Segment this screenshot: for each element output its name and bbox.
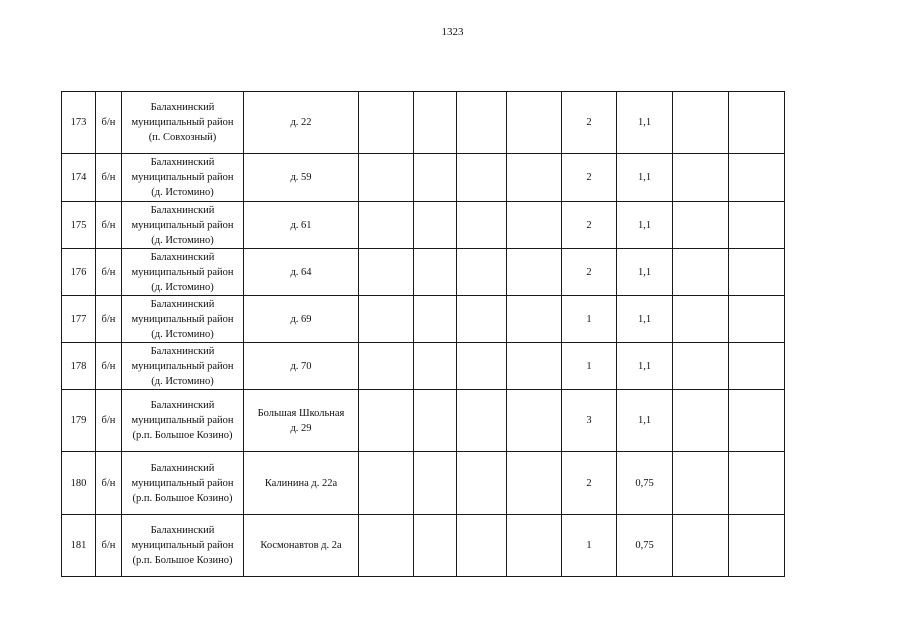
empty-cell <box>457 296 507 343</box>
address-cell <box>244 343 359 390</box>
empty-cell <box>729 343 785 390</box>
address-cell <box>244 202 359 249</box>
empty-cell <box>507 343 562 390</box>
table-row <box>62 249 785 296</box>
empty-cell <box>729 202 785 249</box>
district-line: муниципальный район <box>131 117 234 128</box>
address-line: д. 59 <box>290 172 312 183</box>
table-row <box>62 452 785 515</box>
empty-cell <box>414 343 457 390</box>
district-line: Балахнинский <box>150 462 215 474</box>
empty-cell <box>414 515 457 577</box>
district-line: муниципальный район <box>131 477 234 489</box>
district-cell <box>122 515 244 577</box>
address-line: Калинина д. 22а <box>264 477 338 489</box>
count-cell: 1 <box>562 343 617 390</box>
district-line: (р.п. Большое Козино) <box>132 430 233 441</box>
empty-cell <box>457 249 507 296</box>
mark-cell: б/н <box>96 452 122 515</box>
empty-cell <box>729 154 785 202</box>
empty-cell <box>673 343 729 390</box>
address-cell <box>244 249 359 296</box>
mark-cell: б/н <box>96 296 122 343</box>
address-line: д. 70 <box>290 360 312 372</box>
district-line: (д. Истомино) <box>151 187 214 198</box>
empty-cell <box>507 154 562 202</box>
row-number-cell: 173 <box>62 92 96 154</box>
empty-cell <box>414 296 457 343</box>
mark-cell: б/н <box>96 154 122 202</box>
empty-cell <box>673 515 729 577</box>
district-cell <box>122 249 244 296</box>
district-line: муниципальный район <box>131 540 234 551</box>
address-line: д. 22 <box>290 117 312 128</box>
count-cell: 2 <box>562 92 617 154</box>
register-table <box>61 91 785 577</box>
value-cell: 0,75 <box>617 515 673 577</box>
empty-cell <box>414 92 457 154</box>
empty-cell <box>507 515 562 577</box>
district-cell <box>122 92 244 154</box>
empty-cell <box>359 202 414 249</box>
empty-cell <box>457 154 507 202</box>
district-line: Балахнинский <box>150 251 215 263</box>
empty-cell <box>359 390 414 452</box>
empty-cell <box>457 452 507 515</box>
empty-cell <box>507 452 562 515</box>
empty-cell <box>507 92 562 154</box>
empty-cell <box>729 296 785 343</box>
empty-cell <box>359 249 414 296</box>
address-line: Космонавтов д. 2а <box>260 540 342 551</box>
empty-cell <box>507 296 562 343</box>
value-cell: 1,1 <box>617 296 673 343</box>
empty-cell <box>729 249 785 296</box>
district-line: муниципальный район <box>131 360 234 372</box>
table-row <box>62 296 785 343</box>
empty-cell <box>457 92 507 154</box>
empty-cell <box>729 452 785 515</box>
district-line: (д. Истомино) <box>151 281 214 293</box>
empty-cell <box>673 296 729 343</box>
empty-cell <box>414 452 457 515</box>
empty-cell <box>673 390 729 452</box>
district-cell <box>122 390 244 452</box>
district-line: Балахнинский <box>150 400 215 411</box>
address-cell <box>244 296 359 343</box>
empty-cell <box>414 390 457 452</box>
address-line: Большая Школьная <box>257 407 345 419</box>
value-cell: 1,1 <box>617 154 673 202</box>
row-number-cell: 176 <box>62 249 96 296</box>
count-cell: 1 <box>562 515 617 577</box>
empty-cell <box>414 202 457 249</box>
value-cell: 1,1 <box>617 390 673 452</box>
table-row <box>62 390 785 452</box>
count-cell: 1 <box>562 296 617 343</box>
empty-cell <box>359 92 414 154</box>
address-cell <box>244 390 359 452</box>
empty-cell <box>673 202 729 249</box>
value-cell: 1,1 <box>617 92 673 154</box>
empty-cell <box>359 296 414 343</box>
district-line: (д. Истомино) <box>151 375 214 387</box>
empty-cell <box>359 343 414 390</box>
empty-cell <box>673 92 729 154</box>
district-cell <box>122 202 244 249</box>
row-number-cell: 174 <box>62 154 96 202</box>
value-cell: 1,1 <box>617 202 673 249</box>
district-line: муниципальный район <box>131 313 234 325</box>
count-cell: 3 <box>562 390 617 452</box>
count-cell: 2 <box>562 154 617 202</box>
district-cell <box>122 154 244 202</box>
value-cell: 1,1 <box>617 249 673 296</box>
empty-cell <box>457 390 507 452</box>
empty-cell <box>673 154 729 202</box>
mark-cell: б/н <box>96 249 122 296</box>
empty-cell <box>507 390 562 452</box>
district-line: муниципальный район <box>131 266 234 278</box>
address-line: д. 61 <box>290 219 312 231</box>
address-line: д. 69 <box>290 313 312 325</box>
district-line: Балахнинский <box>150 157 215 168</box>
address-line: д. 64 <box>290 266 312 278</box>
district-line: (п. Совхозный) <box>148 132 217 143</box>
district-line: Балахнинский <box>150 345 215 357</box>
page-number: 1323 <box>441 26 464 38</box>
district-cell <box>122 452 244 515</box>
row-number-cell: 181 <box>62 515 96 577</box>
mark-cell: б/н <box>96 515 122 577</box>
district-line: муниципальный район <box>131 219 234 231</box>
table-row <box>62 515 785 577</box>
empty-cell <box>729 92 785 154</box>
empty-cell <box>507 249 562 296</box>
count-cell: 2 <box>562 452 617 515</box>
mark-cell: б/н <box>96 390 122 452</box>
district-cell <box>122 343 244 390</box>
address-cell <box>244 154 359 202</box>
row-number-cell: 179 <box>62 390 96 452</box>
district-line: Балахнинский <box>150 525 215 536</box>
row-number-cell: 175 <box>62 202 96 249</box>
mark-cell: б/н <box>96 202 122 249</box>
district-line: Балахнинский <box>150 102 215 113</box>
row-number-cell: 177 <box>62 296 96 343</box>
district-line: муниципальный район <box>131 172 234 183</box>
empty-cell <box>414 249 457 296</box>
row-number-cell: 180 <box>62 452 96 515</box>
table-row <box>62 202 785 249</box>
empty-cell <box>457 515 507 577</box>
district-line: муниципальный район <box>131 415 234 426</box>
value-cell: 1,1 <box>617 343 673 390</box>
table-row <box>62 343 785 390</box>
row-number-cell: 178 <box>62 343 96 390</box>
district-line: (д. Истомино) <box>151 234 214 246</box>
district-line: (р.п. Большое Козино) <box>132 492 233 504</box>
table-body <box>62 92 785 577</box>
district-line: Балахнинский <box>150 298 215 310</box>
address-cell <box>244 452 359 515</box>
address-cell <box>244 515 359 577</box>
empty-cell <box>673 452 729 515</box>
district-line: (д. Истомино) <box>151 328 214 340</box>
table-row <box>62 154 785 202</box>
empty-cell <box>673 249 729 296</box>
count-cell: 2 <box>562 202 617 249</box>
address-line: д. 29 <box>290 422 312 434</box>
empty-cell <box>414 154 457 202</box>
empty-cell <box>359 452 414 515</box>
district-cell <box>122 296 244 343</box>
value-cell: 0,75 <box>617 452 673 515</box>
mark-cell: б/н <box>96 92 122 154</box>
table-row <box>62 92 785 154</box>
district-line: Балахнинский <box>150 204 215 216</box>
mark-cell: б/н <box>96 343 122 390</box>
empty-cell <box>507 202 562 249</box>
empty-cell <box>359 154 414 202</box>
empty-cell <box>457 202 507 249</box>
count-cell: 2 <box>562 249 617 296</box>
empty-cell <box>729 515 785 577</box>
empty-cell <box>457 343 507 390</box>
address-cell <box>244 92 359 154</box>
district-line: (р.п. Большое Козино) <box>132 555 233 566</box>
empty-cell <box>729 390 785 452</box>
empty-cell <box>359 515 414 577</box>
